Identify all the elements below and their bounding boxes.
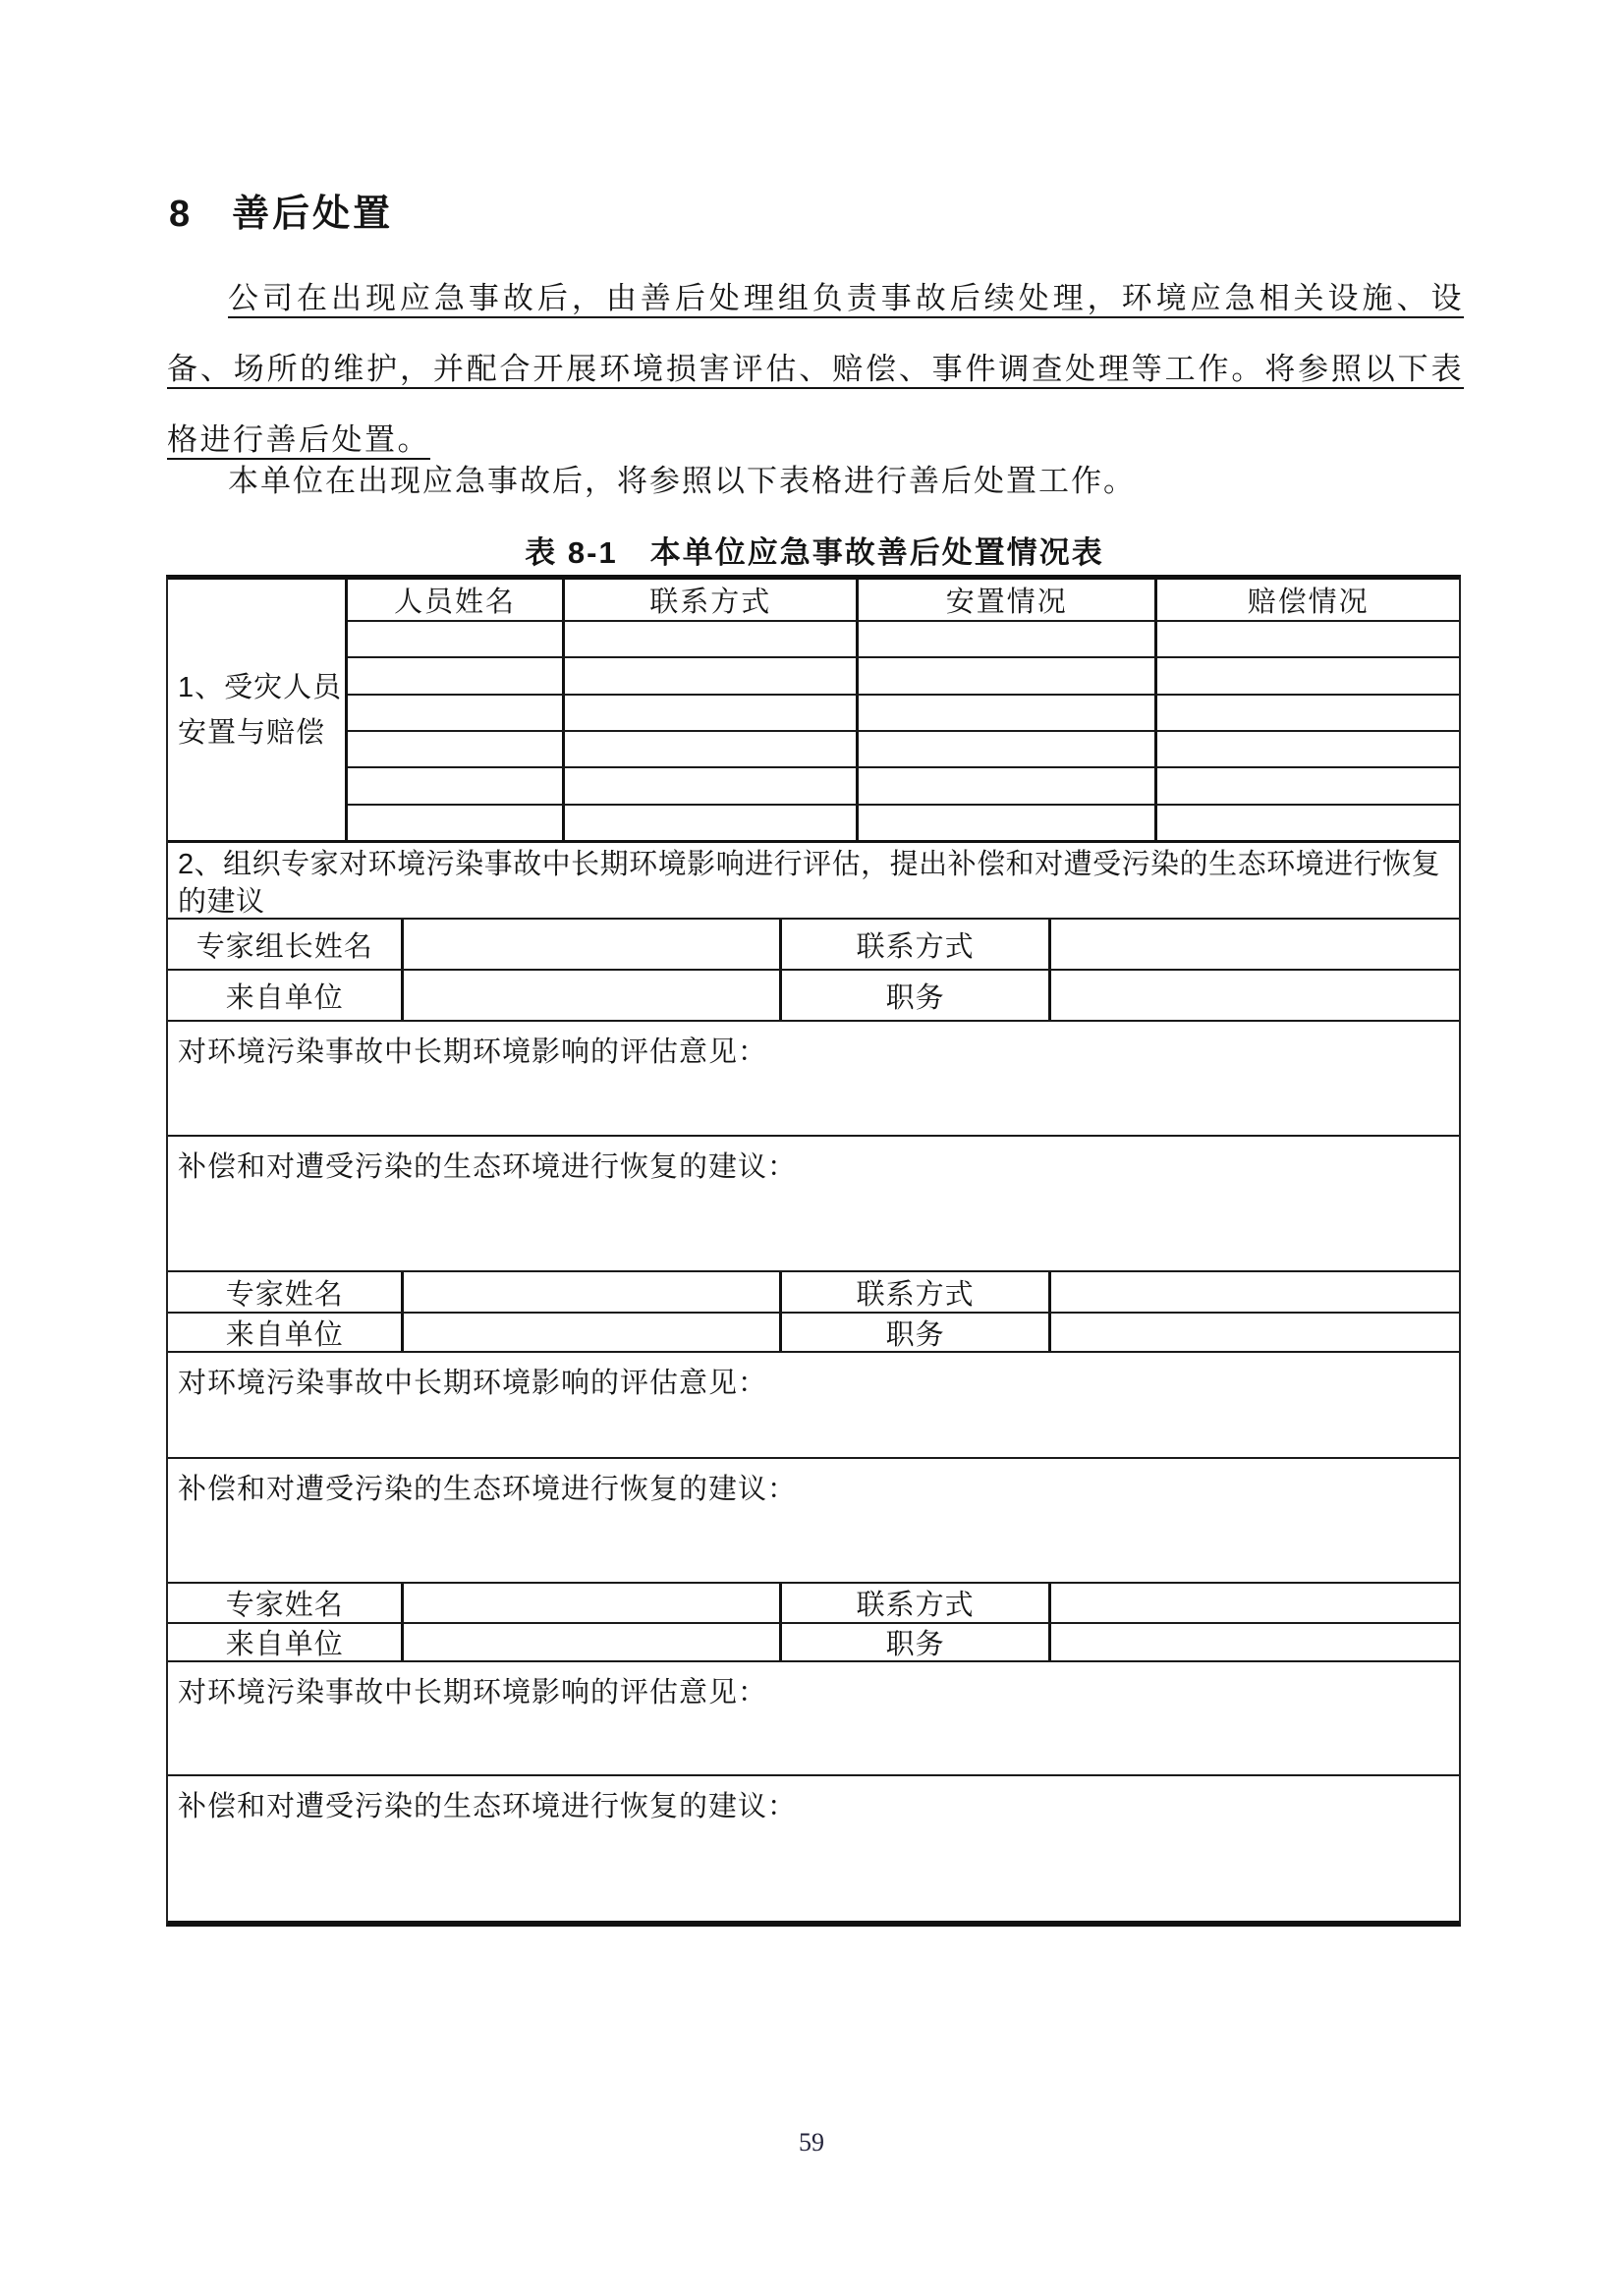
empty-cell xyxy=(859,658,1157,693)
suggestion-label: 补偿和对遭受污染的生态环境进行恢复的建议： xyxy=(178,1474,798,1505)
page-number: 59 xyxy=(799,2128,824,2156)
expert-unit-row xyxy=(168,1624,1459,1662)
empty-cell xyxy=(565,768,859,803)
suggestion-area xyxy=(168,1776,1459,1921)
expert-name-label: 专家姓名 xyxy=(168,1272,404,1312)
assessment-label: 对环境污染事故中长期环境影响的评估意见： xyxy=(178,1368,768,1399)
empty-row xyxy=(348,766,1459,803)
title-label: 职务 xyxy=(782,1624,1050,1660)
section1-header-row xyxy=(348,580,1459,620)
contact-label: 联系方式 xyxy=(782,920,1050,969)
expert-name-label: 专家姓名 xyxy=(168,1584,404,1622)
empty-cell xyxy=(1157,658,1459,693)
expert-name-value-cell xyxy=(404,920,782,969)
empty-cell xyxy=(565,732,859,766)
section1-row-label-line2: 安置与赔偿 xyxy=(178,716,326,749)
empty-cell xyxy=(859,732,1157,766)
empty-cell xyxy=(1157,732,1459,766)
paragraph-company-policy: 公司在出现应急事故后，由善后处理组负责事故后续处理，环境应急相关设施、设备、场所的维护，并配合开展环境损害评估、赔偿、事件调查处理等工作。将参照以下表格进行善后处置。 xyxy=(167,281,1464,457)
empty-cell xyxy=(565,658,859,693)
empty-cell xyxy=(1157,622,1459,656)
expert-name-row xyxy=(168,1584,1459,1624)
header-contact: 联系方式 xyxy=(565,580,859,620)
section1-row-label-line1: 1、受灾人员 xyxy=(178,671,343,703)
contact-value-cell xyxy=(1051,1584,1459,1622)
section1-row-label xyxy=(168,580,348,840)
expert-block-2 xyxy=(168,1272,1459,1584)
title-value-cell xyxy=(1051,1314,1459,1351)
expert-block-3 xyxy=(168,1584,1459,1921)
expert-name-value-cell xyxy=(404,1584,782,1622)
unit-label: 来自单位 xyxy=(168,1314,404,1351)
section1-grid xyxy=(348,580,1459,840)
table-caption: 表 8-1 本单位应急事故善后处置情况表 xyxy=(525,535,1104,570)
expert-unit-row xyxy=(168,971,1459,1022)
assessment-area xyxy=(168,1353,1459,1459)
expert-name-value-cell xyxy=(404,1272,782,1312)
unit-value-cell xyxy=(404,971,782,1020)
contact-value-cell xyxy=(1051,1272,1459,1312)
expert-name-row xyxy=(168,1272,1459,1314)
section1-victim-resettlement xyxy=(168,580,1459,843)
empty-cell xyxy=(348,622,566,656)
heading-number: 8 xyxy=(169,194,194,235)
assessment-area xyxy=(168,1022,1459,1137)
empty-cell xyxy=(565,806,859,840)
header-person-name: 人员姓名 xyxy=(348,580,566,620)
title-label: 职务 xyxy=(782,971,1050,1020)
header-resettlement: 安置情况 xyxy=(859,580,1157,620)
empty-cell xyxy=(348,806,566,840)
empty-row xyxy=(348,656,1459,693)
unit-value-cell xyxy=(404,1314,782,1351)
assessment-area xyxy=(168,1662,1459,1776)
empty-row xyxy=(348,804,1459,840)
empty-cell xyxy=(859,696,1157,730)
contact-value-cell xyxy=(1051,920,1459,969)
empty-cell xyxy=(565,696,859,730)
heading-title: 善后处置 xyxy=(232,194,394,235)
empty-cell xyxy=(1157,806,1459,840)
unit-label: 来自单位 xyxy=(168,1624,404,1660)
contact-label: 联系方式 xyxy=(782,1272,1050,1312)
empty-cell xyxy=(859,768,1157,803)
suggestion-area xyxy=(168,1459,1459,1584)
suggestion-label: 补偿和对遭受污染的生态环境进行恢复的建议： xyxy=(178,1151,798,1183)
empty-cell xyxy=(348,658,566,693)
empty-cell xyxy=(348,732,566,766)
expert-block-leader xyxy=(168,920,1459,1272)
unit-value-cell xyxy=(404,1624,782,1660)
contact-label: 联系方式 xyxy=(782,1584,1050,1622)
empty-cell xyxy=(348,768,566,803)
expert-name-label: 专家组长姓名 xyxy=(168,920,404,969)
suggestion-label: 补偿和对遭受污染的生态环境进行恢复的建议： xyxy=(178,1791,798,1822)
empty-row xyxy=(348,694,1459,730)
empty-cell xyxy=(859,622,1157,656)
assessment-label: 对环境污染事故中长期环境影响的评估意见： xyxy=(178,1677,768,1708)
empty-cell xyxy=(565,622,859,656)
expert-unit-row xyxy=(168,1314,1459,1353)
header-compensation: 赔偿情况 xyxy=(1247,587,1370,618)
unit-label: 来自单位 xyxy=(168,971,404,1020)
title-label: 职务 xyxy=(782,1314,1050,1351)
title-value-cell xyxy=(1051,1624,1459,1660)
suggestion-area xyxy=(168,1137,1459,1272)
empty-row xyxy=(348,730,1459,766)
empty-cell xyxy=(859,806,1157,840)
section2-intro: 2、组织专家对环境污染事故中长期环境影响进行评估，提出补偿和对遭受污染的生态环境进行恢复的建议 xyxy=(168,843,1459,920)
empty-cell xyxy=(348,696,566,730)
title-value-cell xyxy=(1051,971,1459,1020)
paragraph-unit-policy: 本单位在出现应急事故后，将参照以下表格进行善后处置工作。 xyxy=(228,464,1136,498)
empty-cell xyxy=(1157,768,1459,803)
disposal-table xyxy=(166,575,1461,1927)
section-heading xyxy=(169,183,393,237)
expert-name-row xyxy=(168,920,1459,971)
empty-cell xyxy=(1157,696,1459,730)
assessment-label: 对环境污染事故中长期环境影响的评估意见： xyxy=(178,1036,768,1068)
empty-row xyxy=(348,620,1459,656)
